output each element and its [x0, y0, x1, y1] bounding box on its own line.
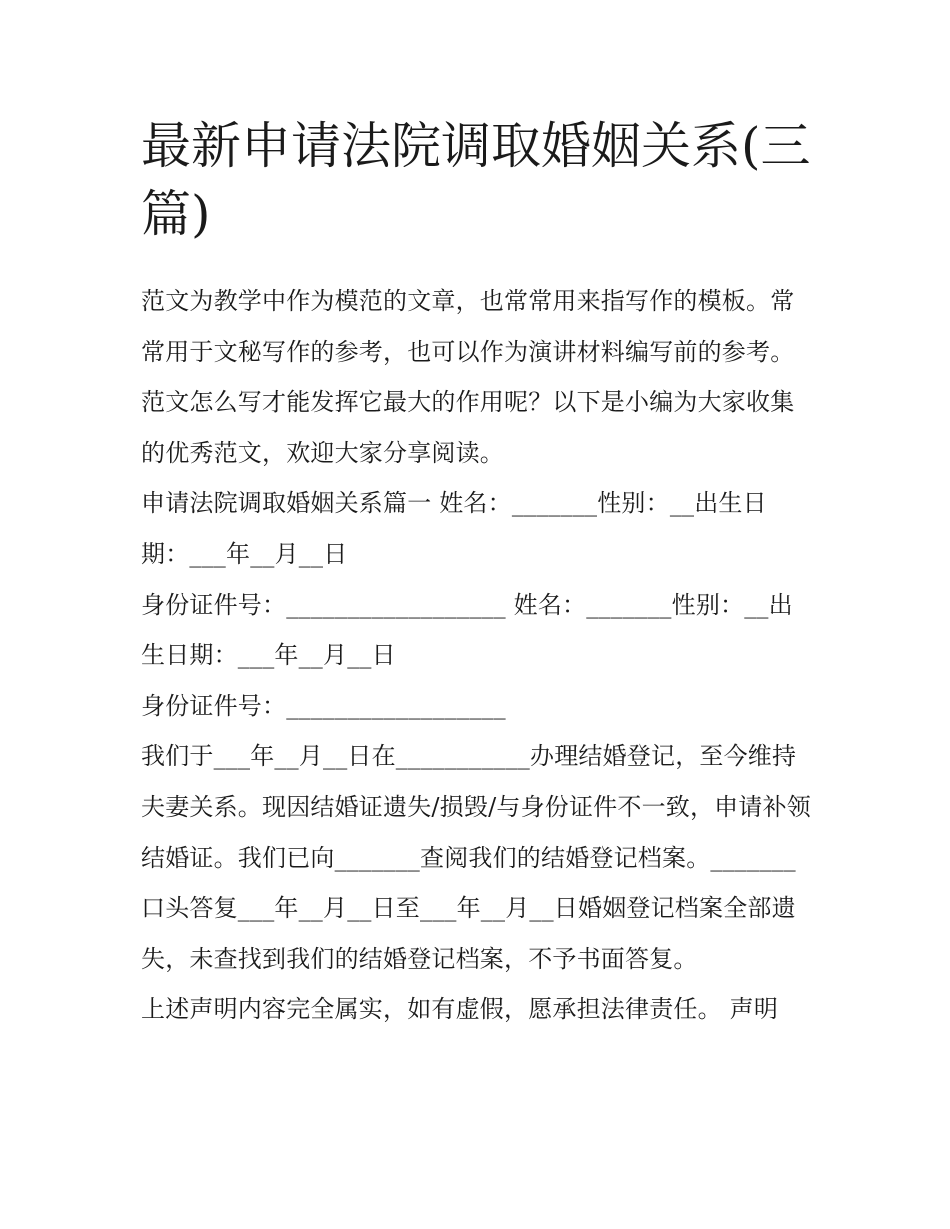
applicant-one-info: 申请法院调取婚姻关系篇一 姓名：_______性别：__出生日期：___年__月__日: [141, 489, 767, 568]
intro-paragraph: 范文为教学中作为模范的文章，也常常用来指写作的模板。常常用于文秘写作的参考，也可以作为演讲材料编写前的参考。范文怎么写才能发挥它最大的作用呢？以下是小编为大家收集的优秀范文，欢迎大家分享阅读。: [141, 287, 795, 467]
applicant-two-info: 身份证件号：__________________ 姓名：_______性别：__出生日期：___年__月__日: [141, 590, 793, 670]
document-title: 最新申请法院调取婚姻关系(三篇): [141, 117, 811, 243]
statement-paragraph: 我们于___年__月__日在___________办理结婚登记，至今维持夫妻关系。现因结婚证遗失/损毁/与身份证件不一致，申请补领结婚证。我们已向_______查阅我们的结婚登记档案。_______口头答复___年__月__日至___年__月__日婚姻登记档案全部遗失，未查找到我们的结婚登记档案，不予书面答复。: [141, 742, 811, 973]
document-page: [141, 112, 813, 1035]
declaration-paragraph: 上述声明内容完全属实，如有虚假，愿承担法律责任。 声明: [141, 995, 779, 1024]
id-number-line: 身份证件号：__________________: [141, 691, 506, 720]
document-body: [141, 276, 813, 1035]
